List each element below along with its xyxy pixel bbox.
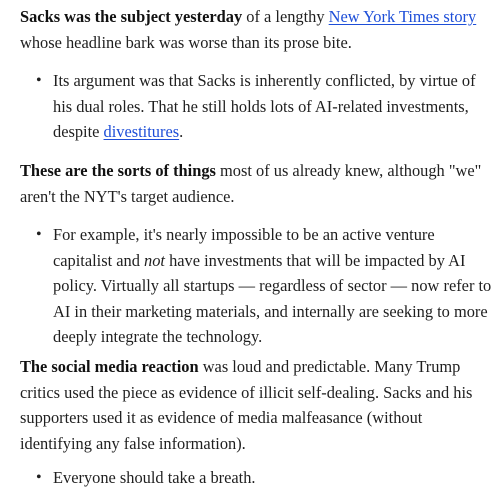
paragraph-lead: These are the sorts of things bbox=[20, 161, 216, 180]
list-item bbox=[36, 222, 496, 350]
list-item-text-part: have investments that will be impacted by AI policy. Virtually all startups — regardless of sector — now refer to AI in their marketing materials, and internally are seeking to more deeply integrate the technology. bbox=[53, 250, 492, 347]
list-item bbox=[36, 68, 496, 145]
list-item bbox=[36, 465, 496, 491]
paragraph-social-media-reaction bbox=[20, 354, 494, 456]
list-item-text-part: For example, it's nearly impossible to be an active venture capitalist and bbox=[53, 225, 435, 270]
bullet-marker: • bbox=[36, 72, 42, 89]
paragraph-text: of a lengthy bbox=[242, 7, 329, 26]
divestitures-link[interactable]: divestitures bbox=[103, 122, 180, 142]
bullet-marker: • bbox=[36, 469, 42, 486]
paragraph-lead: Sacks was the subject yesterday bbox=[20, 7, 243, 26]
paragraph-sacks-subject bbox=[20, 4, 494, 55]
paragraph-sorts-of-things bbox=[20, 158, 494, 209]
list-item-text bbox=[53, 222, 496, 350]
list-item-text-part: Its argument was that Sacks is inherently conflicted, by virtue of his dual roles. That he still holds lots of AI-related investments, despite bbox=[53, 71, 476, 142]
paragraph-text: most of us already knew, although "we" aren't the NYT's target audience. bbox=[20, 161, 482, 206]
list-item-text: Everyone should take a breath. bbox=[53, 468, 256, 487]
paragraph-lead: The social media reaction bbox=[20, 357, 199, 376]
bullet-marker: • bbox=[36, 226, 42, 243]
paragraph-text: whose headline bark was worse than its prose bite. bbox=[20, 32, 352, 52]
paragraph-text: was loud and predictable. Many Trump critics used the piece as evidence of illicit self-dealing. Sacks and his supporters used it as evidence of media malfeasance (without identifying any false information). bbox=[20, 357, 473, 453]
emphasis-text: not bbox=[144, 250, 165, 270]
list-item-text-part: . bbox=[179, 122, 184, 142]
nyt-story-link[interactable]: New York Times story bbox=[328, 7, 477, 26]
list-item-text bbox=[53, 68, 496, 145]
